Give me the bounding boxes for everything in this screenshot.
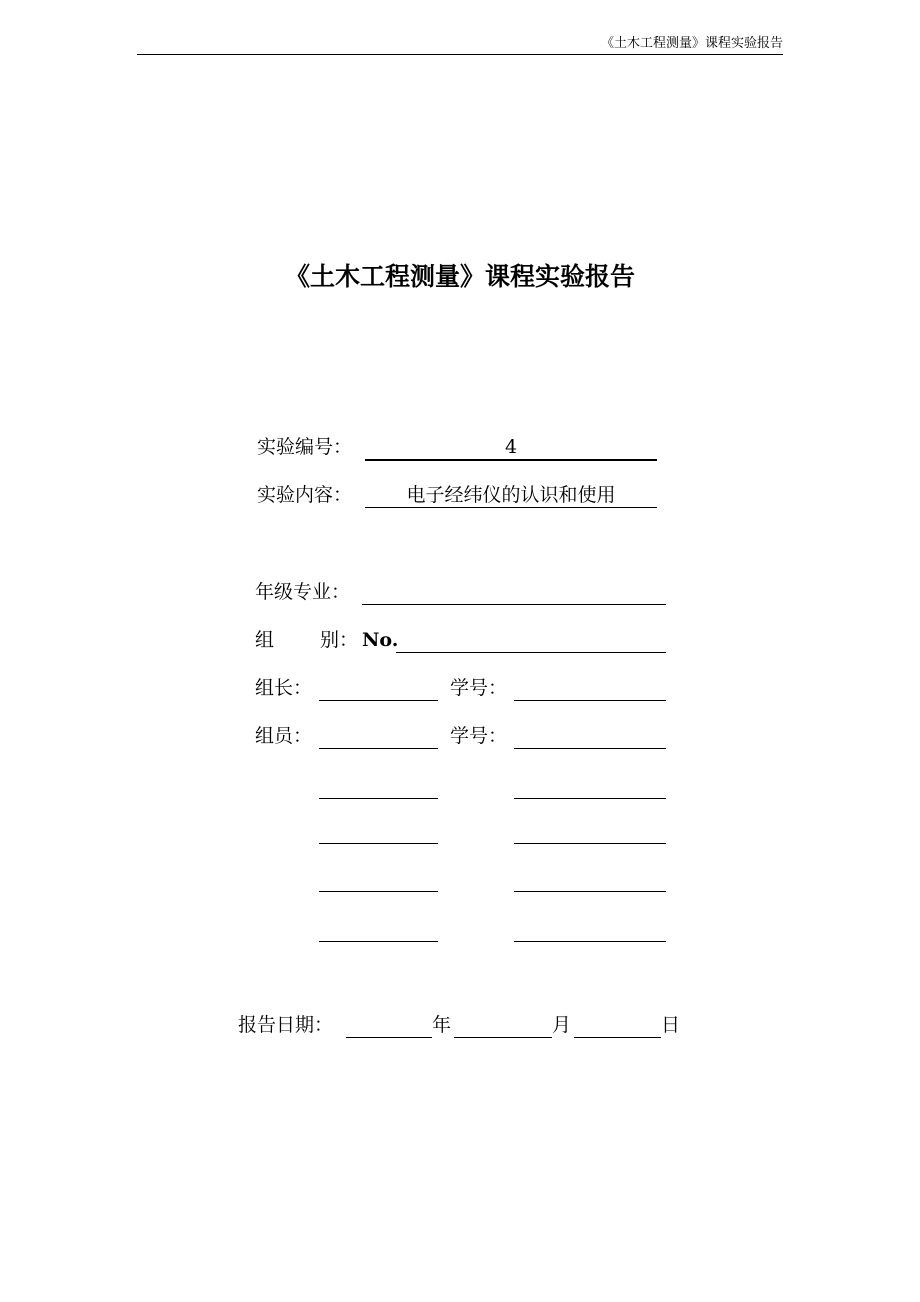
member-name-field[interactable] xyxy=(319,917,438,942)
group-number-field[interactable] xyxy=(396,628,666,653)
member-name-field[interactable] xyxy=(319,774,438,799)
member-student-id-field[interactable] xyxy=(514,774,666,799)
member-name-field[interactable] xyxy=(319,819,438,844)
experiment-number-value: 4 xyxy=(504,436,518,458)
report-day-field[interactable] xyxy=(574,1013,661,1038)
experiment-number-label: 实验编号： xyxy=(257,436,353,458)
member-student-id-field[interactable] xyxy=(514,724,666,749)
report-day-label: 日 xyxy=(661,1014,681,1036)
group-label-part2: 别： xyxy=(320,629,359,651)
page-title: 《土木工程测量》课程实验报告 xyxy=(284,262,635,291)
report-month-label: 月 xyxy=(552,1014,572,1036)
member-row-3 xyxy=(255,817,666,845)
major-label: 年级专业： xyxy=(255,581,351,603)
report-month-field[interactable] xyxy=(454,1013,552,1038)
leader-student-id-field[interactable] xyxy=(514,676,666,701)
member-student-id-field[interactable] xyxy=(514,819,666,844)
member-row-1 xyxy=(255,722,666,750)
group-row xyxy=(255,626,666,654)
leader-name-field[interactable] xyxy=(319,676,438,701)
running-title: 《土木工程测量》课程实验报告 xyxy=(600,36,783,51)
experiment-content-value: 电子经纬仪的认识和使用 xyxy=(406,484,616,506)
report-date-row xyxy=(238,1011,683,1039)
leader-row xyxy=(255,674,666,702)
major-field[interactable] xyxy=(362,580,666,605)
major-row xyxy=(255,578,666,606)
report-date-label: 报告日期： xyxy=(238,1014,334,1036)
experiment-number-row xyxy=(257,433,657,461)
member-student-id-field[interactable] xyxy=(514,867,666,892)
member-row-5 xyxy=(255,915,666,943)
member-student-id-label: 学号： xyxy=(450,725,508,747)
member-student-id-field[interactable] xyxy=(514,917,666,942)
page-header xyxy=(137,34,783,55)
group-number-prefix: No. xyxy=(362,629,399,651)
leader-student-id-label: 学号： xyxy=(450,677,508,699)
member-row-4 xyxy=(255,865,666,893)
member-name-field[interactable] xyxy=(319,867,438,892)
member-label: 组员： xyxy=(255,725,313,747)
member-row-2 xyxy=(255,772,666,800)
report-year-label: 年 xyxy=(432,1014,452,1036)
experiment-content-label: 实验内容： xyxy=(257,484,353,506)
leader-label: 组长： xyxy=(255,677,313,699)
report-year-field[interactable] xyxy=(346,1013,432,1038)
member-name-field[interactable] xyxy=(319,724,438,749)
experiment-content-row xyxy=(257,481,657,509)
group-label-part1: 组 xyxy=(255,629,275,651)
